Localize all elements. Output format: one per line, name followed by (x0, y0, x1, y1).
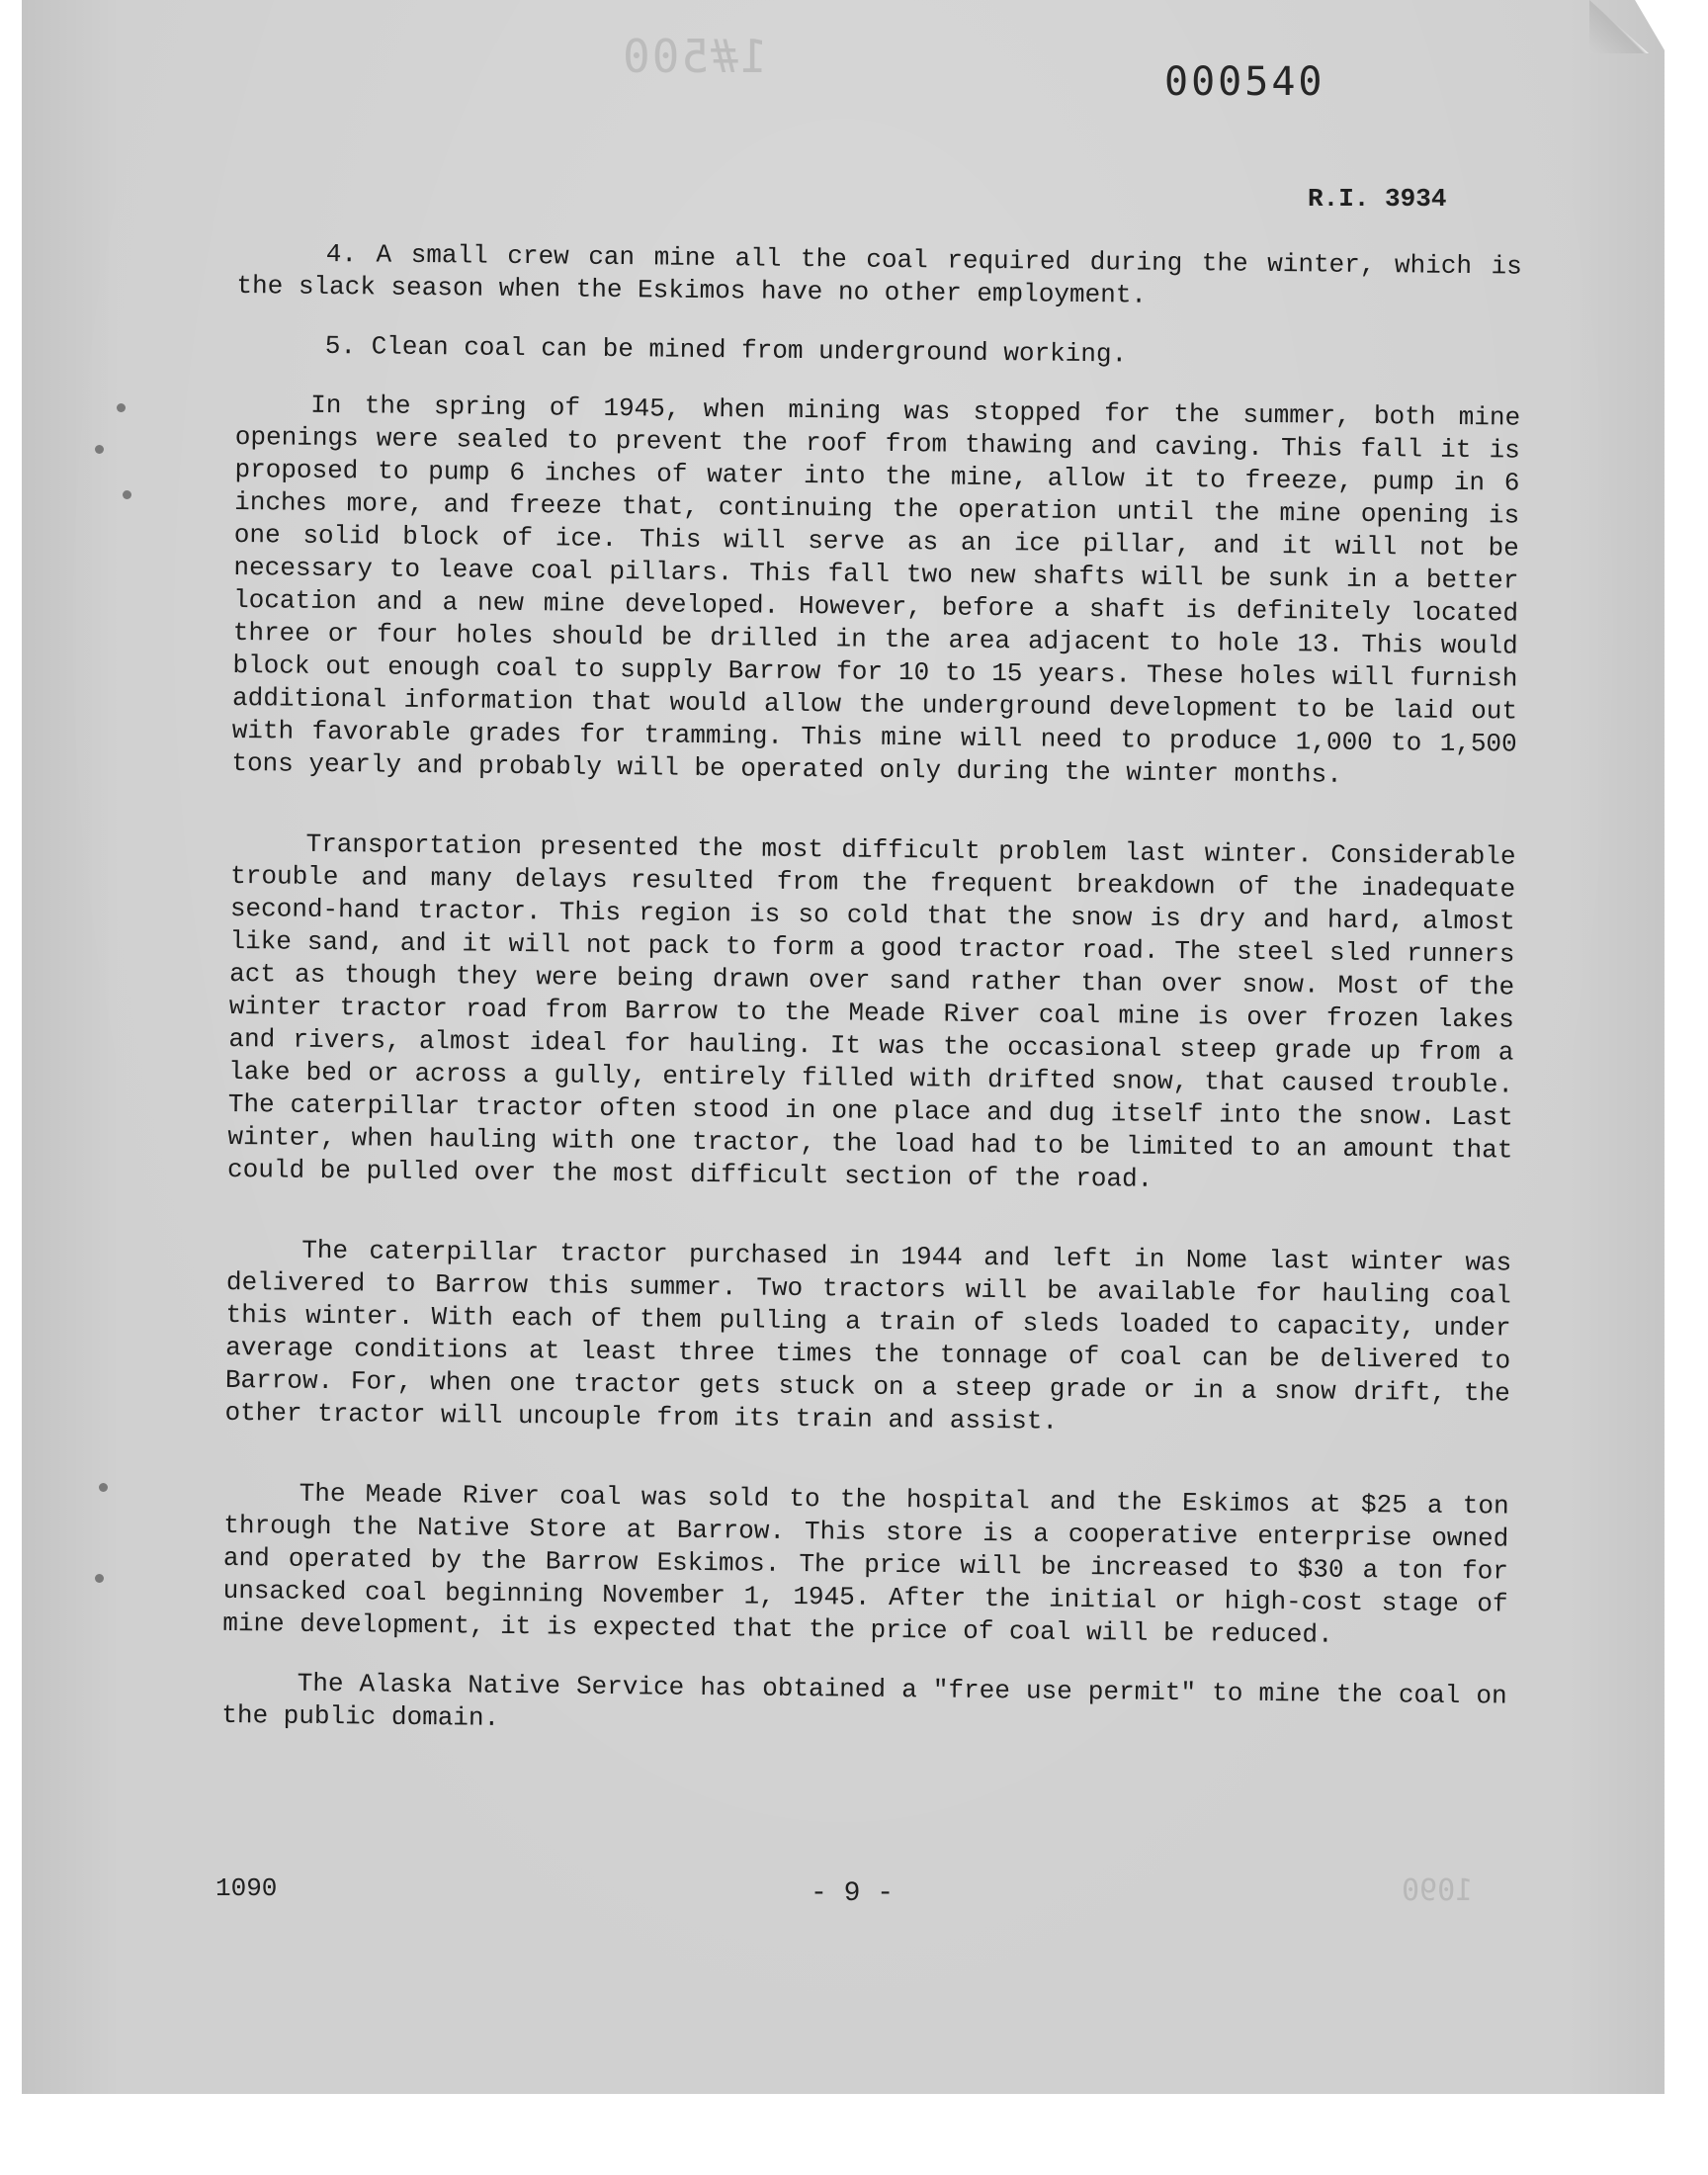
report-id: R.I. 3934 (1308, 184, 1447, 214)
paragraph-tractors: The caterpillar tractor purchased in 1944 and left in Nome last winter was delivered to Barrow this summer. Two tractors will be available for hauling coal this winter. With each of them pulling a train of sleds loaded to capacity, under average conditions at least three times the tonnage of coal can be delivered to Barrow. For, when one tractor gets stuck on a steep grade or in a snow drift, the other tractor will uncouple from its train and assist. (224, 1235, 1512, 1436)
paragraph-mine-sealing: In the spring of 1945, when mining was stopped for the summer, both mine openings were sealed to prevent the roof from thawing and caving. This fall it is proposed to pump 6 inches of water into the mine, allow it to freeze, pump in 6 inches more, and freeze that, continuing the operation until the mine opening is one solid block of ice. This will serve as an ice pillar, and it will not be necessary to leave coal pillars. This fall two new shafts will be sunk in a better location and a new mine developed. However, before a shaft is definitely located three or four holes should be drilled in the area adjacent to hole 13. This would block out enough coal to supply Barrow for 10 to 15 years. These holes will furnish additional information that would allow the underground development to be laid out with favorable grades for tramming. This mine will need to produce 1,000 to 1,500 tons yearly and probably will be operated only during the winter months. (231, 390, 1521, 790)
paragraph-coal-price: The Meade River coal was sold to the hospital and the Eskimos at $25 a ton through the Native Store at Barrow. This store is a cooperative enterprise owned and operated by the Barrow Eskimos. The price will be increased to $30 a ton for unsacked coal beginning November 1, 1945. After the initial or high-cost stage of mine development, it is expected that the price of coal will be reduced. (222, 1478, 1509, 1650)
document-body (221, 237, 1522, 1773)
margin-speck (95, 1574, 104, 1583)
margin-speck (117, 403, 126, 412)
bleed-through-footer: 1090 (1402, 1873, 1474, 1908)
footer-code: 1090 (215, 1873, 278, 1903)
margin-speck (123, 490, 131, 499)
paragraph-transportation: Transportation presented the most difficult problem last winter. Considerable trouble and many delays resulted from the frequent breakdown of the inadequate second-hand tractor. This region is so cold that the snow is dry and hard, almost like sand, and it will not pack to form a good tractor road. The steel sled runners act as though they were being drawn over sand rather than over snow. Most of the winter tractor road from Barrow to the Meade River coal mine is over frozen lakes and rivers, almost ideal for hauling. It was the occasional steep grade up from a lake bed or across a gully, entirely filled with drifted snow, that caused trouble. The caterpillar tractor often stood in one place and dug itself into the snow. Last winter, when hauling with one tractor, the load had to be limited to an amount that could be pulled over the most difficult section of the road. (226, 828, 1516, 1194)
paragraph-permit: The Alaska Native Service has obtained a "free use permit" to mine the coal on the public domain. (221, 1668, 1507, 1733)
page-number: - 9 - (811, 1878, 895, 1909)
bleed-through-number: 1#500 (621, 30, 768, 83)
paragraph-item-4: 4. A small crew can mine all the coal required during the winter, which is the slack season when the Eskimos have no other employment. (236, 238, 1522, 310)
paragraph-item-5: 5. Clean coal can be mined from underground working. (324, 330, 1128, 370)
document-stamp-number: 000540 (1164, 59, 1325, 105)
margin-speck (95, 445, 104, 454)
margin-speck (99, 1483, 108, 1492)
